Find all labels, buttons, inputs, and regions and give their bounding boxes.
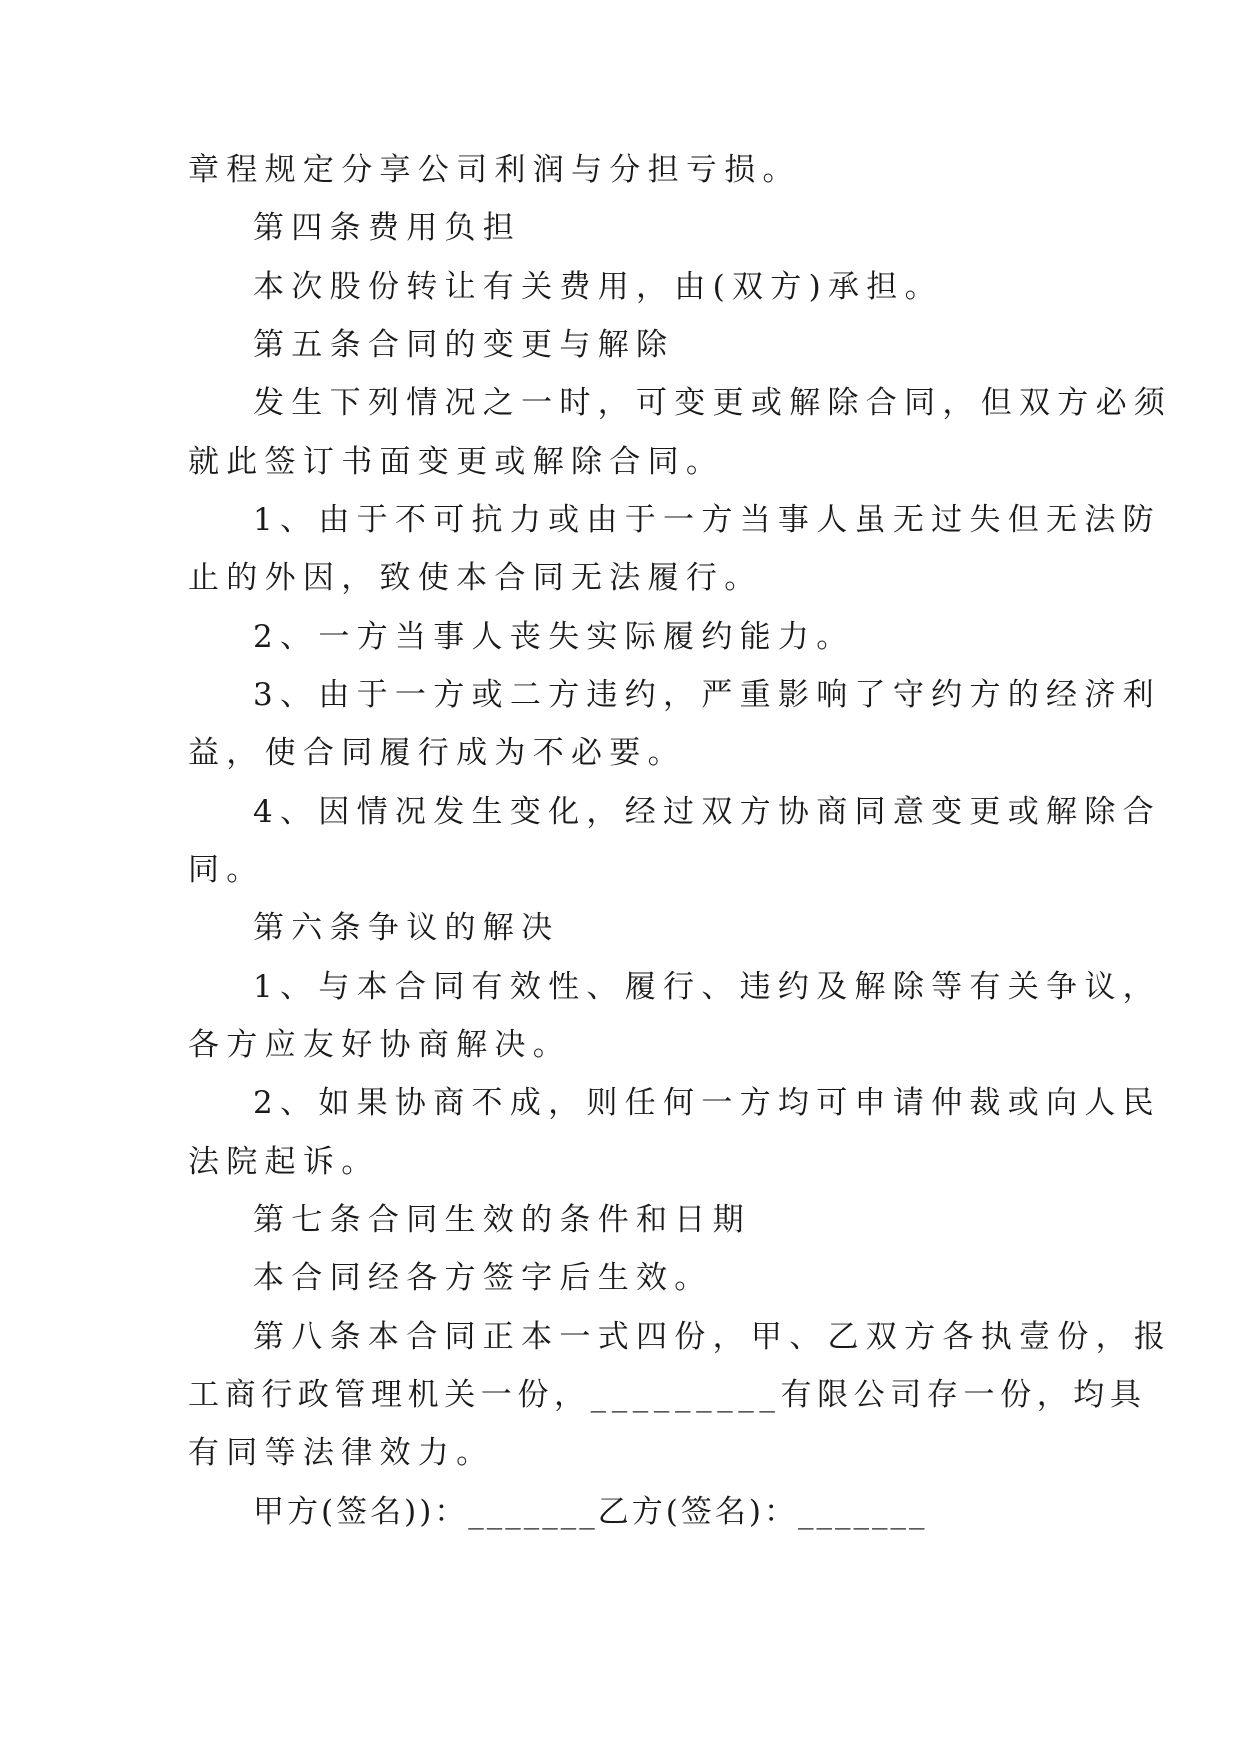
paragraph-line: 益，使合同履行成为不必要。: [188, 735, 686, 771]
article-heading: 第六条争议的解决: [253, 910, 560, 946]
list-item: 4、因情况发生变化，经过双方协商同意变更或解除合: [253, 794, 1161, 830]
paragraph-line: 工商行政管理机关一份，_________有限公司存一份，均具: [188, 1377, 1147, 1413]
paragraph-line: 止的外因，致使本合同无法履行。: [188, 560, 763, 596]
signature-line: 甲方(签名))：_______乙方(签名)：_______: [253, 1494, 928, 1530]
list-item: 2、如果协商不成，则任何一方均可申请仲裁或向人民: [253, 1085, 1161, 1121]
paragraph-line: 各方应友好协商解决。: [188, 1027, 571, 1063]
paragraph-line: 同。: [188, 852, 265, 888]
list-item: 1、与本合同有效性、履行、违约及解除等有关争议，: [253, 969, 1161, 1005]
paragraph-line: 就此签订书面变更或解除合同。: [188, 444, 725, 480]
paragraph-line: 法院起诉。: [188, 1144, 380, 1180]
article-heading: 第八条本合同正本一式四份，甲、乙双方各执壹份，报: [253, 1319, 1173, 1355]
paragraph-line: 章程规定分享公司利润与分担亏损。: [188, 152, 801, 188]
paragraph-line: 本次股份转让有关费用，由(双方)承担。: [253, 269, 943, 305]
list-item: 2、一方当事人丧失实际履约能力。: [253, 619, 855, 655]
article-heading: 第四条费用负担: [253, 210, 522, 246]
article-heading: 第五条合同的变更与解除: [253, 327, 675, 363]
paragraph-line: 有同等法律效力。: [188, 1435, 495, 1471]
paragraph-line: 本合同经各方签字后生效。: [253, 1260, 713, 1296]
list-item: 3、由于一方或二方违约，严重影响了守约方的经济利: [253, 677, 1161, 713]
article-heading: 第七条合同生效的条件和日期: [253, 1202, 751, 1238]
list-item: 1、由于不可抗力或由于一方当事人虽无过失但无法防: [253, 502, 1161, 538]
paragraph-line: 发生下列情况之一时，可变更或解除合同，但双方必须: [253, 385, 1173, 421]
